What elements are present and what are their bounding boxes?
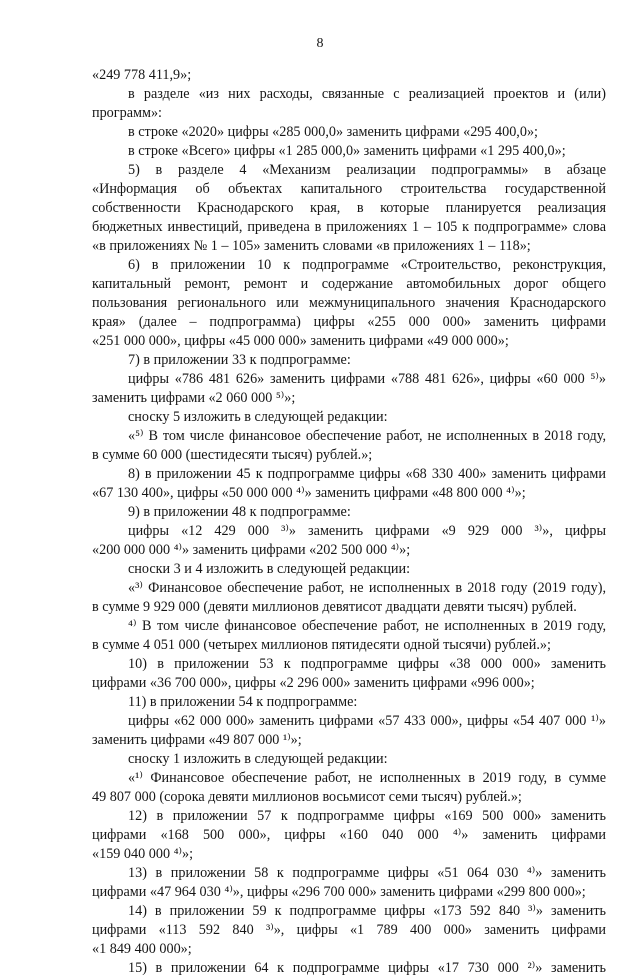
- text-line: в разделе «из них расходы, связанные с реализацией проектов и (или): [128, 86, 606, 102]
- text-line: 49 807 000 (сорока девяти миллионов восьмисот семи тысяч) рублей.»;: [92, 789, 522, 805]
- text-line: «67 130 400», цифры «50 000 000 ⁴⁾» заменить цифрами «48 800 000 ⁴⁾»;: [92, 485, 526, 501]
- text-line: «Информация об объектах капитального строительства государственной: [92, 181, 606, 197]
- text-line: 14) в приложении 59 к подпрограмме цифры «173 592 840 ³⁾» заменить: [128, 903, 606, 919]
- text-line: цифры «786 481 626» заменить цифрами «788 481 626», цифры «60 000 ⁵⁾»: [128, 371, 606, 387]
- text-line: в строке «2020» цифры «285 000,0» заменить цифрами «295 400,0»;: [128, 124, 538, 140]
- text-line: «249 778 411,9»;: [92, 67, 192, 83]
- text-line: «200 000 000 ⁴⁾» заменить цифрами «202 500 000 ⁴⁾»;: [92, 542, 411, 558]
- text-line: цифрами «168 500 000», цифры «160 040 000 ⁴⁾» заменить цифрами: [92, 827, 606, 843]
- text-line: ⁴⁾ В том числе финансовое обеспечение работ, не исполненных в 2019 году,: [128, 618, 606, 634]
- text-line: 11) в приложении 54 к подпрограмме:: [128, 694, 358, 710]
- text-line: цифры «62 000 000» заменить цифрами «57 433 000», цифры «54 407 000 ¹⁾»: [128, 713, 606, 729]
- text-line: пользования регионального или межмуниципального значения Краснодарского: [92, 295, 606, 311]
- text-line: 7) в приложении 33 к подпрограмме:: [128, 352, 351, 368]
- page-number: 8: [316, 36, 324, 51]
- text-line: заменить цифрами «49 807 000 ¹⁾»;: [92, 732, 302, 748]
- text-line: сноску 1 изложить в следующей редакции:: [128, 751, 388, 767]
- text-line: 10) в приложении 53 к подпрограмме цифры «38 000 000» заменить: [128, 656, 606, 672]
- text-line: 12) в приложении 57 к подпрограмме цифры «169 500 000» заменить: [128, 808, 606, 824]
- text-line: сноски 3 и 4 изложить в следующей редакции:: [128, 561, 411, 577]
- text-line: в строке «Всего» цифры «1 285 000,0» заменить цифрами «1 295 400,0»;: [128, 143, 566, 159]
- text-line: заменить цифрами «2 060 000 ⁵⁾»;: [92, 390, 296, 406]
- text-line: края» (далее – подпрограмма) цифры «255 000 000» заменить цифрами: [92, 314, 606, 330]
- text-line: «159 040 000 ⁴⁾»;: [92, 846, 194, 862]
- text-line: 6) в приложении 10 к подпрограмме «Строительство, реконструкция,: [128, 257, 606, 273]
- text-line: в сумме 4 051 000 (четырех миллионов пятидесяти одной тысячи) рублей.»;: [92, 637, 551, 653]
- document-body: [92, 66, 606, 978]
- text-line: бюджетных инвестиций, приведена в приложениях 1 – 105 к подпрограмме» слова: [92, 219, 606, 235]
- text-line: программ»:: [92, 105, 162, 121]
- text-line: «в приложениях № 1 – 105» заменить словами «в приложениях 1 – 118»;: [92, 238, 531, 254]
- text-line: собственности Краснодарского края, в которые планируется реализация: [92, 200, 606, 216]
- text-line: в сумме 60 000 (шестидесяти тысяч) рублей.»;: [92, 447, 373, 463]
- text-line: в сумме 9 929 000 (девяти миллионов девятисот двадцати девяти тысяч) рублей.: [92, 599, 577, 615]
- text-line: «¹⁾ Финансовое обеспечение работ, не исполненных в 2019 году, в сумме: [128, 770, 606, 786]
- text-line: 5) в разделе 4 «Механизм реализации подпрограммы» в абзаце: [128, 162, 606, 178]
- text-line: 13) в приложении 58 к подпрограмме цифры «51 064 030 ⁴⁾» заменить: [128, 865, 606, 881]
- text-line: сноску 5 изложить в следующей редакции:: [128, 409, 388, 425]
- text-line: «251 000 000», цифры «45 000 000» заменить цифрами «49 000 000»;: [92, 333, 509, 349]
- text-line: «1 849 400 000»;: [92, 941, 192, 957]
- text-line: 9) в приложении 48 к подпрограмме:: [128, 504, 351, 520]
- text-line: цифрами «113 592 840 ³⁾», цифры «1 789 400 000» заменить цифрами: [92, 922, 606, 938]
- text-line: капитальный ремонт, ремонт и содержание автомобильных дорог общего: [92, 276, 606, 292]
- text-line: «⁵⁾ В том числе финансовое обеспечение работ, не исполненных в 2018 году,: [128, 428, 606, 444]
- text-line: цифрами «36 700 000», цифры «2 296 000» заменить цифрами «996 000»;: [92, 675, 535, 691]
- text-line: 15) в приложении 64 к подпрограмме цифры «17 730 000 ²⁾» заменить: [128, 960, 606, 976]
- text-line: цифры «12 429 000 ³⁾» заменить цифрами «9 929 000 ³⁾», цифры: [128, 523, 606, 539]
- text-line: цифрами «47 964 030 ⁴⁾», цифры «296 700 000» заменить цифрами «299 800 000»;: [92, 884, 586, 900]
- text-line: 8) в приложении 45 к подпрограмме цифры «68 330 400» заменить цифрами: [128, 466, 606, 482]
- text-line: «³⁾ Финансовое обеспечение работ, не исполненных в 2018 году (2019 году),: [128, 580, 606, 596]
